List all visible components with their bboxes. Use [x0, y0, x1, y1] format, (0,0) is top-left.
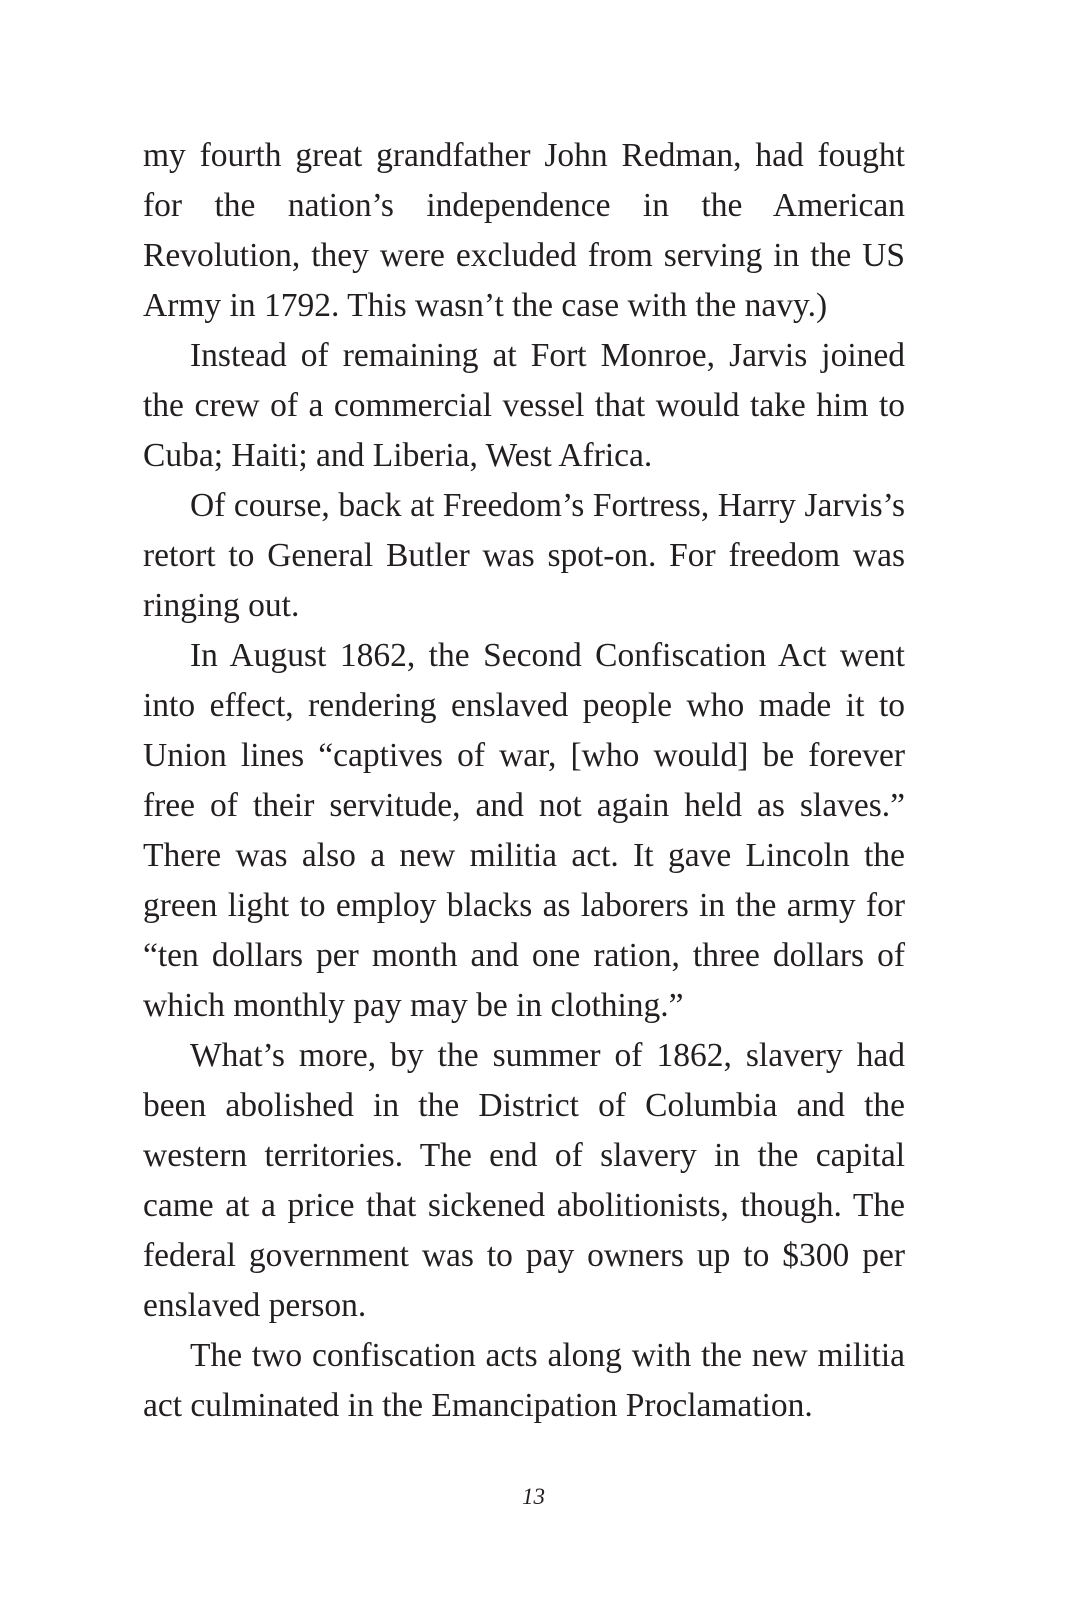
paragraph-fort-monroe: Instead of remaining at Fort Monroe, Jarvis joined the crew of a commercial vessel that would take him to Cuba; Haiti; and Liberia, West Africa. [143, 337, 905, 474]
paragraph-continuation: my fourth great grandfather John Redman, had fought for the nation’s independence in the American Revolution, they were excluded from serving in the US Army in 1792. This wasn’t the case with the navy.) [143, 137, 905, 324]
body-text [143, 131, 905, 1431]
paragraph-emancipation: The two confiscation acts along with the new militia act culminated in the Emancipation Proclamation. [143, 1337, 905, 1424]
page-number: 13 [522, 1484, 545, 1509]
paragraph-district-of-columbia: What’s more, by the summer of 1862, slavery had been abolished in the District of Columbia and the western territories. The end of slavery in the capital came at a price that sickened abolitionists, though. The federal government was to pay owners up to $300 per enslaved person. [143, 1037, 905, 1324]
paragraph-freedoms-fortress: Of course, back at Freedom’s Fortress, Harry Jarvis’s retort to General Butler was spot-on. For freedom was ringing out. [143, 487, 905, 624]
paragraph-confiscation-act: In August 1862, the Second Confiscation Act went into effect, rendering enslaved people who made it to Union lines “captives of war, [who would] be forever free of their servitude, and not again held as slaves.” There was also a new militia act. It gave Lincoln the green light to employ blacks as laborers in the army for “ten dollars per month and one ration, three dollars of which monthly pay may be in clothing.” [143, 637, 905, 1024]
